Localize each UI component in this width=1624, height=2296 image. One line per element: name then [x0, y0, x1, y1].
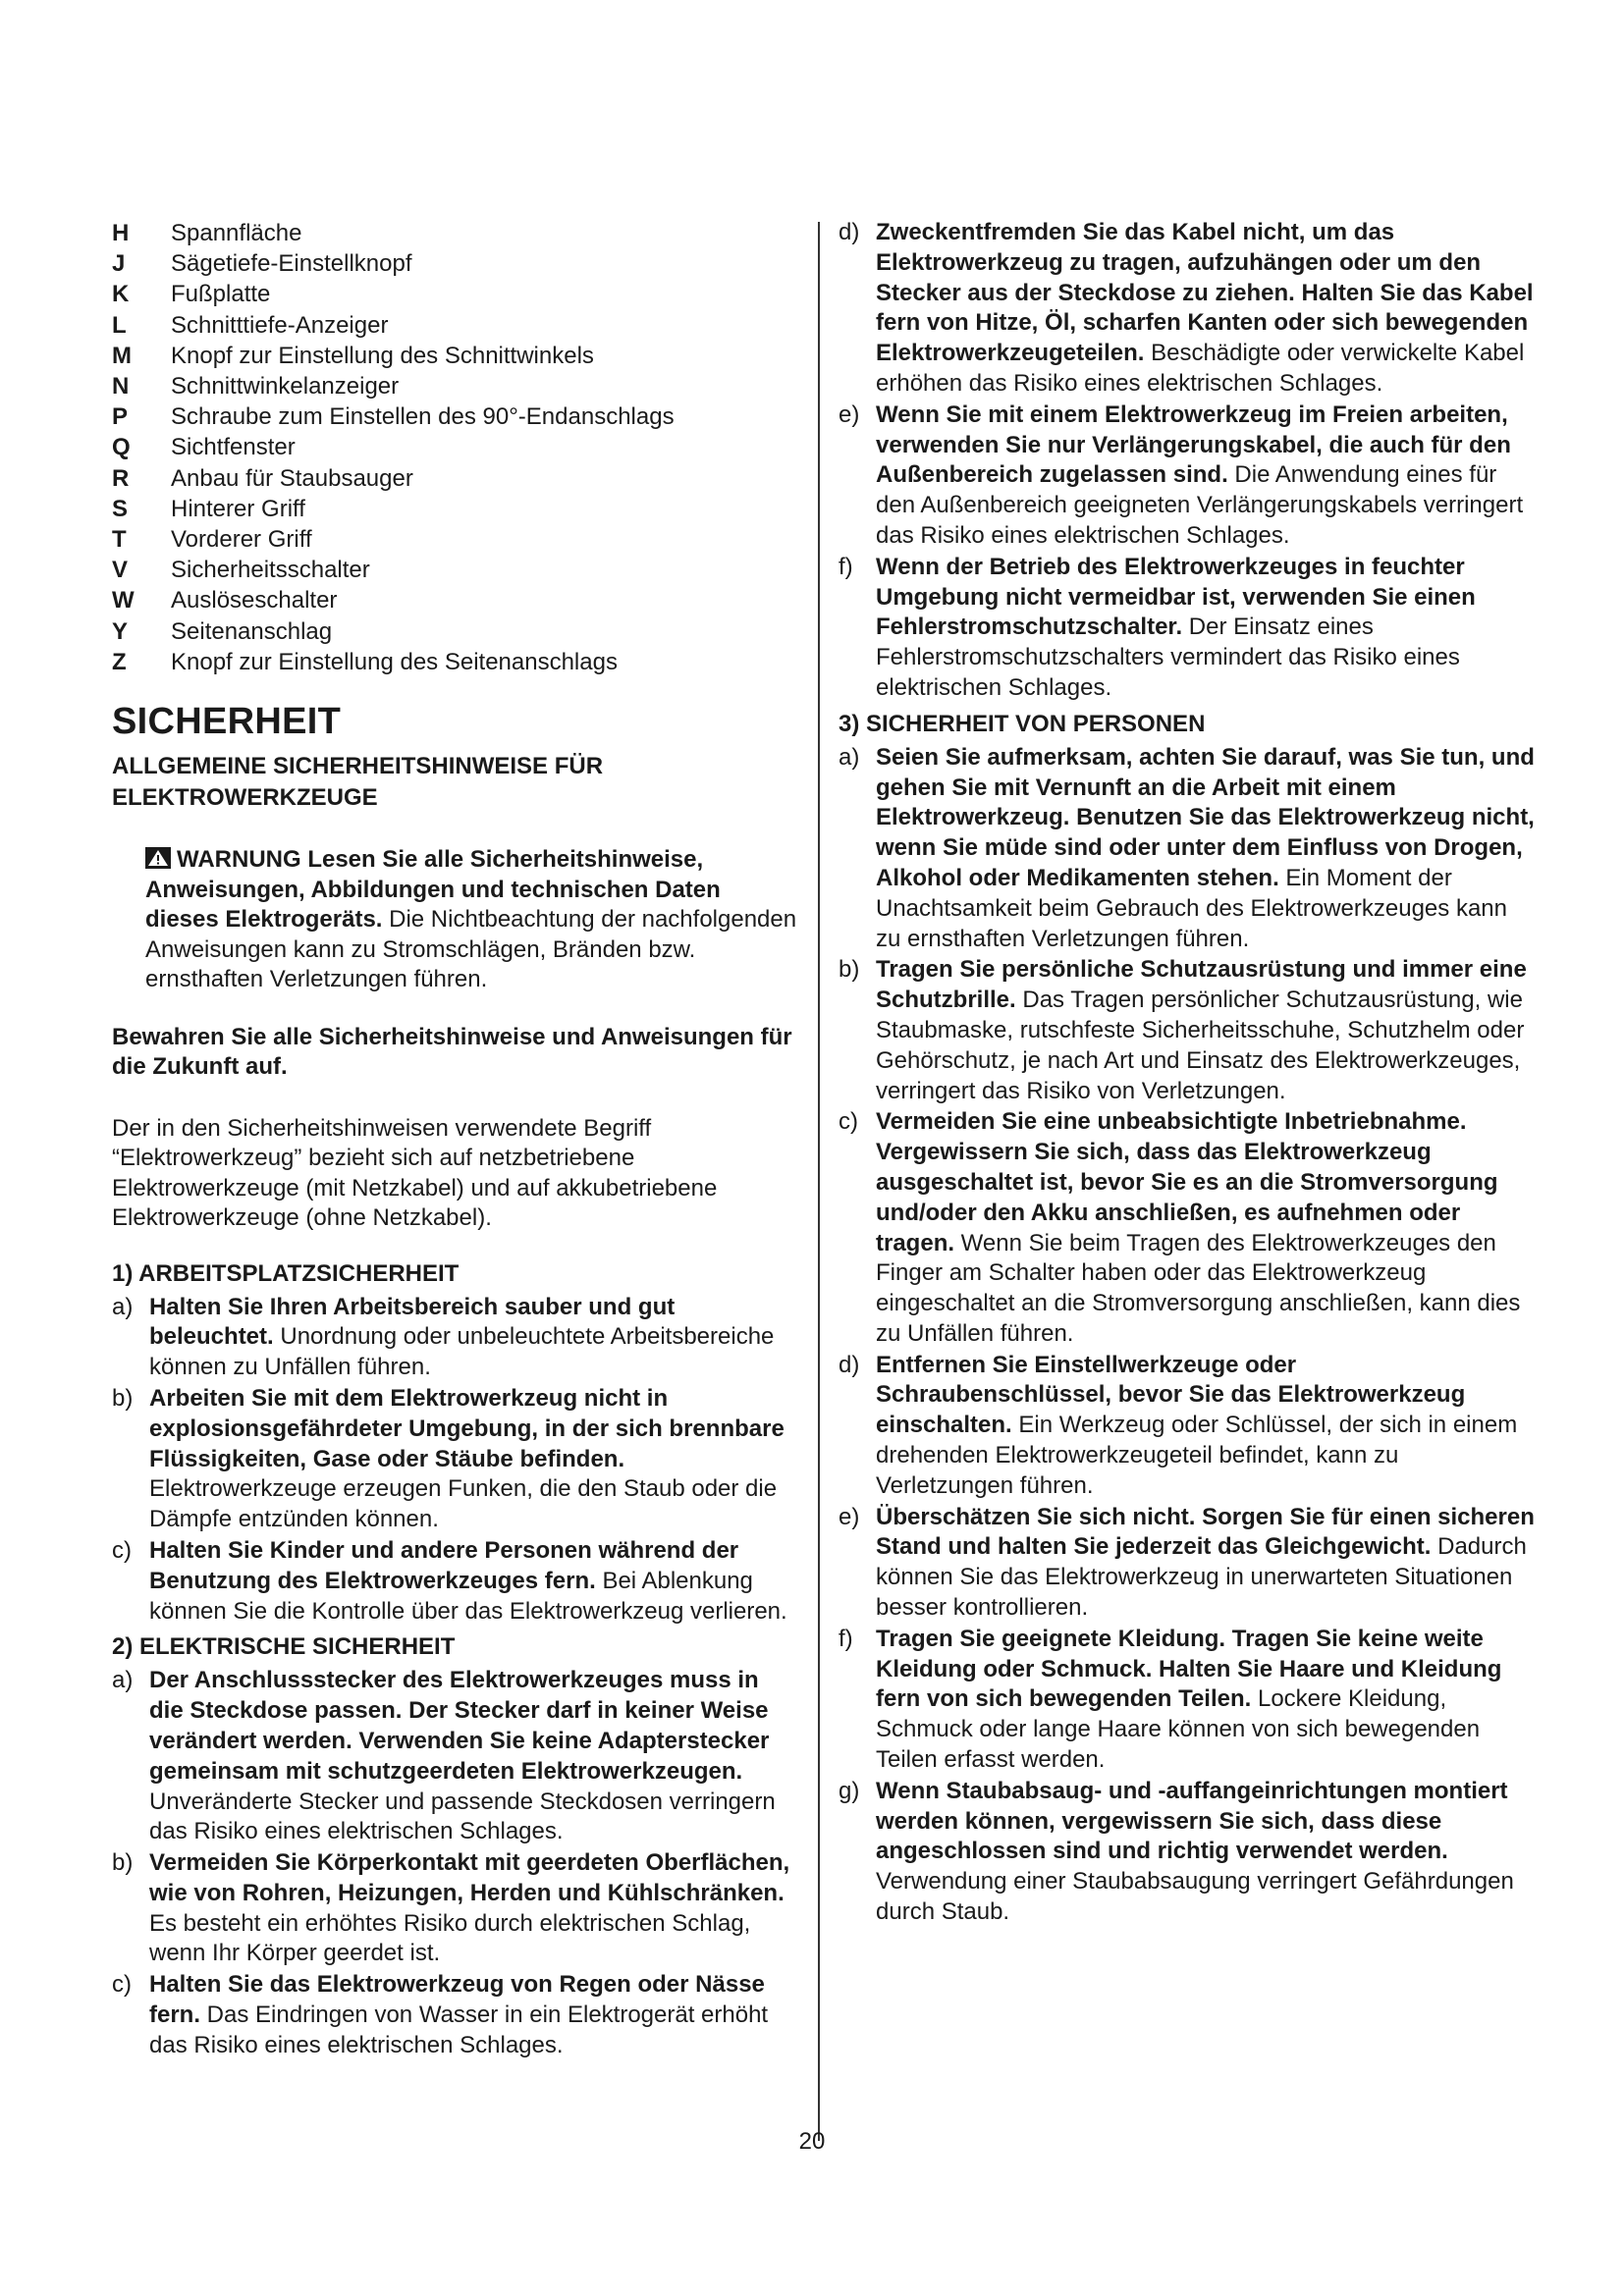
warning-text: Die Nichtbeachtung der nachfolgenden Anweisungen kann zu Stromschlägen, Bränden bzw. ernsthaften Verletzungen führen. — [145, 906, 797, 993]
safety-item — [112, 1666, 799, 1847]
item-text — [876, 1777, 1536, 1928]
parts-list-item — [112, 341, 799, 371]
subsection-heading: 3) SICHERHEIT VON PERSONEN — [839, 710, 1206, 737]
part-key: N — [112, 373, 130, 400]
item-letter: f) — [839, 1625, 853, 1652]
item-bold: Zweckentfremden Sie das Kabel nicht, um das Elektrowerkzeug zu tragen, aufzuhängen oder um den Stecker aus der Steckdose zu ziehen. Halten Sie das Kabel fern von Hitze, Öl, scharfen Kanten oder sich bewegenden Elektrowerkzeugeteilen. — [876, 219, 1534, 367]
item-normal: Lockere Kleidung, Schmuck oder lange Haare können von sich bewegenden Teilen erfasst werden. — [876, 1685, 1481, 1774]
item-bold: Arbeiten Sie mit dem Elektrowerkzeug nicht in explosionsgefährdeter Umgebung, in der sich brennbare Flüssigkeiten, Gase oder Stäube befinden. — [149, 1384, 785, 1472]
subsection-heading: 2) ELEKTRISCHE SICHERHEIT — [112, 1633, 456, 1661]
parts-list-item — [112, 555, 799, 585]
part-label: Seitenanschlag — [171, 617, 333, 645]
safety-item — [112, 1970, 799, 2060]
parts-list-item — [112, 432, 799, 462]
item-normal: Unordnung oder unbeleuchtete Arbeitsbereiche können zu Unfällen führen. — [149, 1323, 775, 1381]
item-text — [149, 1848, 799, 1969]
safety-item — [112, 1293, 799, 1383]
part-key: P — [112, 403, 129, 431]
parts-list-item — [112, 585, 799, 615]
safety-item — [839, 1625, 1536, 1776]
parts-list-item — [112, 310, 799, 341]
item-bold: Tragen Sie persönliche Schutzausrüstung und immer eine Schutzbrille. — [876, 956, 1527, 1014]
item-letter: f) — [839, 553, 853, 580]
part-key: H — [112, 220, 130, 246]
subsection-heading: 1) ARBEITSPLATZSICHERHEIT — [112, 1259, 460, 1287]
item-text — [876, 553, 1536, 704]
item-text — [149, 1384, 799, 1535]
item-bold: Wenn Staubabsaug- und -auffangeinrichtungen montiert werden können, vergewissern Sie sich, dass diese angeschlossen sind und richtig verwendet werden. — [876, 1777, 1508, 1865]
item-normal: Wenn Sie beim Tragen des Elektrowerkzeuges den Finger am Schalter haben oder das Elektrowerkzeug eingeschaltet an die Stromversorgung anschließen, kann dies zu Unfällen führen. — [876, 1229, 1521, 1347]
item-text — [876, 1503, 1536, 1624]
part-label: Vorderer Griff — [171, 526, 312, 554]
item-letter: e) — [839, 400, 860, 428]
item-letter: b) — [112, 1849, 134, 1877]
item-text — [876, 1625, 1536, 1776]
parts-list-item — [112, 279, 799, 309]
item-text — [876, 218, 1536, 400]
part-key: V — [112, 557, 129, 584]
item-normal: Es besteht ein erhöhtes Risiko durch elektrischen Schlag, wenn Ihr Körper geerdet ist. — [149, 1909, 751, 1967]
parts-list — [112, 218, 799, 677]
item-letter: a) — [112, 1667, 134, 1694]
item-bold: Tragen Sie geeignete Kleidung. Tragen Sie keine weite Kleidung oder Schmuck. Halten Sie Haare und Kleidung fern von sich bewegenden Teilen. — [876, 1625, 1502, 1713]
parts-list-item — [112, 647, 799, 677]
item-text — [149, 1293, 799, 1383]
column-divider — [818, 222, 820, 2141]
item-letter: c) — [112, 1971, 132, 1999]
parts-list-item — [112, 463, 799, 494]
part-key: Q — [112, 434, 131, 461]
item-letter: a) — [112, 1293, 134, 1320]
part-label: Knopf zur Einstellung des Seitenanschlags — [171, 648, 618, 675]
item-normal: Elektrowerkzeuge erzeugen Funken, die den Staub oder die Dämpfe entzünden können. — [149, 1475, 778, 1533]
safety-item — [839, 1107, 1536, 1349]
item-text — [876, 400, 1536, 552]
item-bold: Halten Sie Kinder und andere Personen während der Benutzung des Elektrowerkzeuges fern. — [149, 1536, 739, 1594]
left-column — [112, 218, 799, 2062]
item-letter: d) — [839, 1351, 860, 1378]
part-label: Schraube zum Einstellen des 90°-Endanschlags — [171, 403, 675, 431]
safety-item — [839, 955, 1536, 1106]
parts-list-item — [112, 401, 799, 432]
parts-list-item — [112, 371, 799, 401]
item-letter: c) — [112, 1536, 132, 1564]
left-sections — [112, 1259, 799, 2061]
safety-item — [839, 1777, 1536, 1928]
item-bold: Vermeiden Sie Körperkontakt mit geerdeten Oberflächen, wie von Rohren, Heizungen, Herden und Kühlschränken. — [149, 1849, 790, 1906]
item-normal: Dadurch können Sie das Elektrowerkzeug in unerwarteten Situationen besser kontrollieren. — [876, 1533, 1527, 1622]
item-text — [876, 1351, 1536, 1502]
item-normal: Beschädigte oder verwickelte Kabel erhöhen das Risiko eines elektrischen Schlages. — [876, 340, 1525, 397]
item-normal: Die Anwendung eines für den Außenbereich geeigneten Verlängerungskabels verringert das Risiko eines elektrischen Schlages. — [876, 461, 1524, 549]
section-subtitle: ALLGEMEINE SICHERHEITSHINWEISE FÜR ELEKTROWERKZEUGE — [112, 753, 604, 812]
item-bold: Seien Sie aufmerksam, achten Sie darauf, was Sie tun, und gehen Sie mit Vernunft an die Arbeit mit einem Elektrowerkzeug. Benutzen Sie das Elektrowerkzeug nicht, wenn Sie müde sind oder unter dem Einfluss von Drogen, Alkohol oder Medikamenten stehen. — [876, 743, 1535, 891]
parts-list-item — [112, 524, 799, 555]
part-key: L — [112, 311, 127, 339]
definition-paragraph: Der in den Sicherheitshinweisen verwendete Begriff “Elektrowerkzeug” bezieht sich auf netzbetriebene Elektrowerkzeuge (mit Netzkabel) und auf akkubetriebene Elektrowerkzeuge (ohne Netzkabel). — [112, 1114, 718, 1232]
part-label: Hinterer Griff — [171, 495, 305, 522]
part-label: Spannfläche — [171, 220, 302, 246]
item-letter: e) — [839, 1503, 860, 1530]
page-number: 20 — [798, 2128, 826, 2155]
part-label: Schnittwinkelanzeiger — [171, 373, 400, 400]
part-label: Sichtfenster — [171, 434, 296, 461]
warning-triangle-icon — [145, 847, 171, 869]
item-letter: a) — [839, 743, 860, 771]
item-letter: b) — [112, 1384, 134, 1412]
item-text — [149, 1536, 799, 1627]
item-letter: d) — [839, 219, 860, 245]
parts-list-item — [112, 494, 799, 524]
safety-item — [839, 1503, 1536, 1624]
part-key: K — [112, 281, 130, 308]
keep-instructions: Bewahren Sie alle Sicherheitshinweise und Anweisungen für die Zukunft auf. — [112, 1023, 792, 1081]
item-normal: Verwendung einer Staubabsaugung verringert Gefährdungen durch Staub. — [876, 1868, 1514, 1926]
item-text — [876, 1107, 1536, 1349]
item-normal: Unveränderte Stecker und passende Steckdosen verringern das Risiko eines elektrischen Schlages. — [149, 1788, 776, 1845]
part-label: Fußplatte — [171, 281, 271, 308]
item-letter: b) — [839, 956, 860, 984]
item-normal: Der Einsatz eines Fehlerstromschutzschalters vermindert das Risiko eines elektrischen Schlages. — [876, 614, 1460, 701]
item-text — [149, 1666, 799, 1847]
parts-list-item — [112, 248, 799, 279]
safety-item — [839, 553, 1536, 704]
item-text — [876, 743, 1536, 955]
item-bold: Wenn Sie mit einem Elektrowerkzeug im Freien arbeiten, verwenden Sie nur Verlängerungskabel, die auch für den Außenbereich zugelassen sind. — [876, 400, 1511, 489]
part-key: R — [112, 464, 130, 492]
part-key: M — [112, 342, 132, 369]
item-normal: Ein Moment der Unachtsamkeit beim Gebrauch des Elektrowerkzeuges kann zu ernsthaften Verletzungen führen. — [876, 864, 1507, 952]
part-key: J — [112, 250, 126, 278]
safety-item — [839, 400, 1536, 552]
safety-item — [839, 743, 1536, 955]
item-bold: Der Anschlussstecker des Elektrowerkzeuges muss in die Steckdose passen. Der Stecker darf in keiner Weise verändert werden. Verwenden Sie keine Adapterstecker gemeinsam mit schutzgeerdeten Elektrowerkzeugen. — [149, 1667, 770, 1785]
item-bold: Wenn der Betrieb des Elektrowerkzeuges in feuchter Umgebung nicht vermeidbar ist, verwenden Sie einen Fehlerstromschutzschalter. — [876, 553, 1476, 641]
safety-item — [112, 1848, 799, 1969]
safety-item — [839, 1351, 1536, 1502]
parts-list-item — [112, 616, 799, 647]
part-label: Schnitttiefe-Anzeiger — [171, 311, 389, 339]
item-letter: c) — [839, 1108, 858, 1136]
right-sections — [839, 218, 1536, 1928]
item-letter: g) — [839, 1777, 860, 1804]
safety-item — [112, 1536, 799, 1627]
warning-bold: WARNUNG Lesen Sie alle Sicherheitshinweise, Anweisungen, Abbildungen und technischen Daten dieses Elektrogeräts. — [145, 846, 721, 934]
parts-list-item — [112, 218, 799, 248]
item-normal: Ein Werkzeug oder Schlüssel, der sich in einem drehenden Elektrowerkzeugeteil befindet, kann zu Verletzungen führen. — [876, 1412, 1518, 1499]
part-key: Y — [112, 617, 129, 645]
part-key: T — [112, 526, 127, 554]
part-key: S — [112, 495, 129, 522]
item-text — [149, 1970, 799, 2060]
part-key: W — [112, 587, 135, 614]
part-label: Sicherheitsschalter — [171, 557, 370, 584]
item-bold: Halten Sie Ihren Arbeitsbereich sauber und gut beleuchtet. — [149, 1293, 676, 1351]
item-normal: Bei Ablenkung können Sie die Kontrolle über das Elektrowerkzeug verlieren. — [149, 1567, 787, 1625]
right-column — [839, 218, 1536, 1929]
part-label: Sägetiefe-Einstellknopf — [171, 250, 412, 278]
part-label: Auslöseschalter — [171, 587, 338, 614]
item-normal: Das Tragen persönlicher Schutzausrüstung, wie Staubmaske, rutschfeste Sicherheitsschuhe, Schutzhelm oder Gehörschutz, je nach Art und Einsatz des Elektrowerkzeuges, verringert das Risiko von Verletzungen. — [876, 987, 1525, 1104]
part-key: Z — [112, 648, 127, 675]
safety-item — [112, 1384, 799, 1535]
warning-paragraph — [112, 845, 799, 995]
item-bold: Halten Sie das Elektrowerkzeug von Regen oder Nässe fern. — [149, 1971, 765, 2029]
item-bold: Vermeiden Sie eine unbeabsichtigte Inbetriebnahme. Vergewissern Sie sich, dass das Elektrowerkzeug ausgeschaltet ist, bevor Sie es an die Stromversorgung und/oder den Akku anschließen, es aufnehmen oder tragen. — [876, 1108, 1498, 1256]
safety-item — [839, 218, 1536, 400]
item-text — [876, 955, 1536, 1106]
item-bold: Entfernen Sie Einstellwerkzeuge oder Schraubenschlüssel, bevor Sie das Elektrowerkzeug einschalten. — [876, 1351, 1466, 1439]
part-label: Anbau für Staubsauger — [171, 464, 413, 492]
section-title: SICHERHEIT — [112, 701, 342, 743]
item-normal: Das Eindringen von Wasser in ein Elektrogerät erhöht das Risiko eines elektrischen Schlages. — [149, 2002, 769, 2058]
part-label: Knopf zur Einstellung des Schnittwinkels — [171, 342, 594, 369]
item-bold: Überschätzen Sie sich nicht. Sorgen Sie für einen sicheren Stand und halten Sie jederzeit das Gleichgewicht. — [876, 1503, 1535, 1561]
